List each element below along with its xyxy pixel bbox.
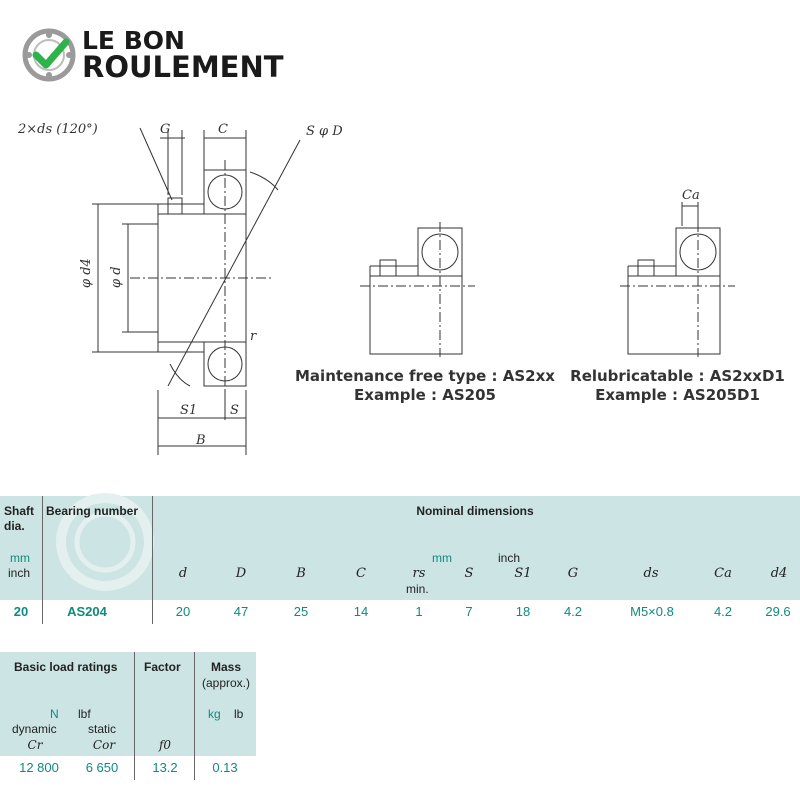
- value-Ca: 4.2: [713, 604, 733, 619]
- mm-unit: mm: [10, 551, 30, 565]
- load-header: Basic load ratings: [14, 660, 118, 674]
- value-d: 20: [175, 604, 191, 619]
- value-S: 7: [465, 604, 473, 619]
- inch-unit: inch: [8, 566, 31, 580]
- r-label: r: [250, 329, 257, 344]
- B-label: B: [196, 433, 206, 448]
- brand-line1: LE BON: [82, 26, 185, 55]
- value-d4: 29.6: [765, 604, 791, 619]
- col-Cr: Cr: [27, 738, 43, 752]
- shaft-value: 20: [13, 604, 29, 619]
- SphiD-label: S φ D: [306, 124, 343, 139]
- dimensions-table: [0, 496, 800, 624]
- value-ds: M5×0.8: [630, 604, 674, 619]
- factor-header: Factor: [144, 660, 181, 674]
- col-B: B: [296, 566, 306, 581]
- bearing-check-icon: [22, 28, 76, 82]
- value-f0: 13.2: [152, 760, 178, 775]
- col-C: C: [356, 566, 366, 581]
- col-D: D: [235, 566, 247, 581]
- brand-line2: ROULEMENT: [82, 50, 284, 84]
- col-f0: f0: [158, 738, 172, 752]
- min-label: min.: [406, 582, 429, 596]
- kg-unit: kg: [208, 707, 221, 721]
- value-rs: 1: [415, 604, 423, 619]
- value-Cor: 6 650: [85, 760, 119, 775]
- brand-logo: [22, 26, 302, 86]
- col-S1: S1: [514, 566, 532, 581]
- value-B: 25: [293, 604, 309, 619]
- value-S1: 18: [515, 604, 531, 619]
- col-ds: ds: [643, 566, 659, 581]
- N-unit: N: [50, 707, 59, 721]
- static-label: static: [88, 722, 117, 736]
- col-Ca: Ca: [714, 566, 732, 581]
- col-G: G: [567, 566, 579, 581]
- nominal-header: Nominal dimensions: [416, 504, 534, 518]
- maintenance-free-drawing: [360, 222, 480, 357]
- col-d: d: [178, 566, 188, 581]
- relub-type-caption: Relubricatable : AS2xxD1: [570, 367, 785, 385]
- phid4-label: φ d4: [79, 258, 94, 288]
- inch-unit-2: inch: [498, 551, 521, 565]
- dynamic-label: dynamic: [12, 722, 57, 736]
- mm-unit-2: mm: [432, 551, 452, 565]
- Ca-label: Ca: [682, 188, 700, 203]
- value-D: 47: [233, 604, 249, 619]
- col-S: S: [464, 566, 474, 581]
- shaft-header: Shaft dia.: [4, 504, 34, 533]
- value-C: 14: [353, 604, 369, 619]
- C-label: C: [218, 122, 228, 137]
- col-rs: rs: [412, 566, 426, 581]
- load-ratings-table: [0, 652, 256, 780]
- value-Cr: 12 800: [19, 760, 59, 775]
- maintenance-example-caption: Example : AS205: [354, 386, 496, 404]
- bearing-section-drawing: [0, 110, 360, 460]
- relubricatable-drawing: [620, 182, 740, 357]
- bearing-value: AS204: [67, 604, 107, 619]
- maintenance-type-caption: Maintenance free type : AS2xx: [295, 367, 555, 385]
- S-label: S: [230, 403, 239, 418]
- lb-unit: lb: [234, 707, 244, 721]
- col-Cor: Cor: [92, 738, 116, 752]
- bearing-header: Bearing number: [46, 504, 139, 518]
- mass-header: Mass: [210, 660, 242, 674]
- phid-label: φ d: [109, 266, 124, 288]
- relub-example-caption: Example : AS205D1: [595, 386, 760, 404]
- lbf-unit: lbf: [78, 707, 91, 721]
- value-mass: 0.13: [212, 760, 238, 775]
- col-d4: d4: [770, 566, 788, 581]
- G-label: G: [160, 122, 171, 137]
- value-G: 4.2: [563, 604, 583, 619]
- ds-note-label: 2×ds (120°): [18, 122, 98, 137]
- S1-label: S1: [180, 403, 198, 418]
- approx-label: (approx.): [201, 676, 251, 690]
